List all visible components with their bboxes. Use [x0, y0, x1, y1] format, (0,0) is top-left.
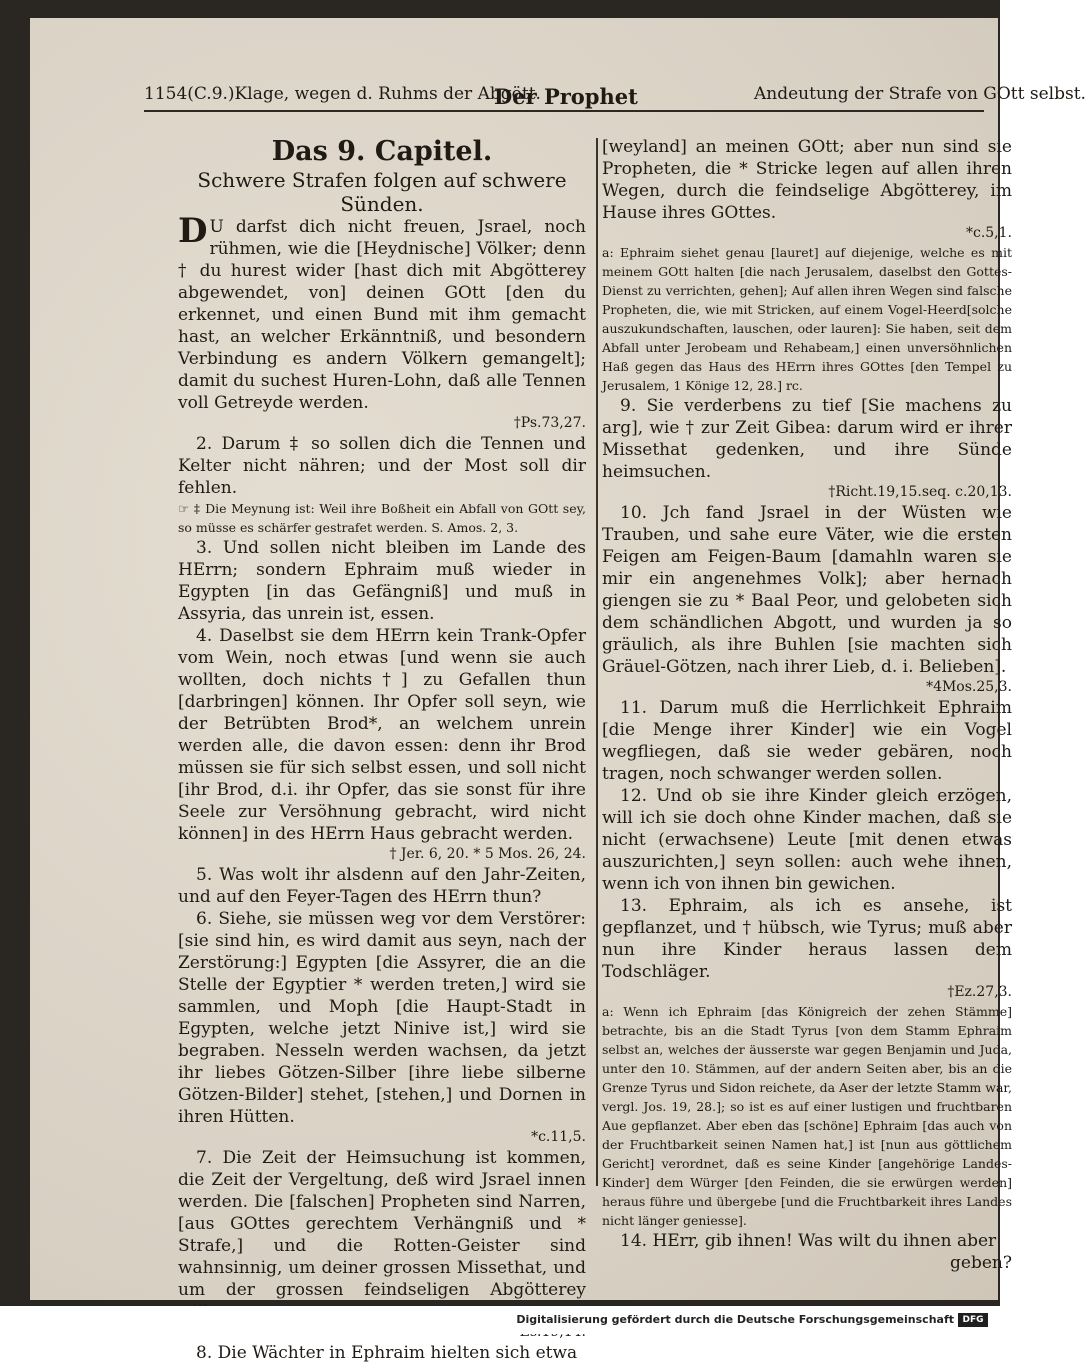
verse-9: 9. Sie verderbens zu tief [Sie machens zu arg], wie † zur Zeit Gibea: darum wird er ihrer Missethat gedenken, und ihre Sünde heimsuchen. [602, 396, 1012, 482]
dfg-logo-icon: DFG [958, 1313, 988, 1327]
running-head-center: Der Prophet [494, 84, 638, 109]
verse-4: 4. Daselbst sie dem HErrn kein Trank-Opfer vom Wein, noch etwas [und wenn sie auch wollten, doch nichts†] zu Gefallen thun [darbringen] können. Ihr Opfer soll seyn, wie der Betrübten Brod*, an welchem unrein werden alle, die davon essen: denn ihr Brod müssen sie für sich selbst essen, und soll nicht [ihr Brod, d.i. ihr Opfer, das sie sonst für ihre Seele zur Versöhnung gebracht, wird nicht können] in des HErrn Haus gebracht werden. [178, 626, 586, 844]
chapter-title: Das 9. Capitel. [271, 136, 493, 167]
header-rule [144, 110, 984, 112]
verse-4-ref: † Jer. 6, 20. * 5 Mos. 26, 24. [389, 846, 586, 862]
running-head-right: Andeutung der Strafe von GOtt selbst. [754, 84, 1086, 104]
verse-2: 2. Darum ‡ so sollen dich die Tennen und Kelter nicht nähren; und der Most soll dir fehlen. [178, 434, 586, 498]
verse-1 [178, 211, 586, 433]
verse-9-ref: †Richt.19,15.seq. c.20,13. [828, 484, 1012, 500]
verse-6-ref: *c.11,5. [531, 1129, 586, 1145]
verse-8: 8. Die Wächter in Ephraim hielten sich etwa [196, 1343, 578, 1363]
verse-7: 7. Die Zeit der Heimsuchung ist kommen, die Zeit der Vergeltung, deß wird Jsrael innen werden. Die [falschen] Propheten sind Narren, [aus GOttes gerechtem Verhängniß und * Strafe,] und die Rotten-Geister sind wahnsinnig, um deiner grossen Missethat, und um der grossen feindseligen Abgötterey [178, 1148, 586, 1300]
verse-10: 10. Jch fand Jsrael in der Wüsten wie Trauben, und sahe eure Väter, wie die ersten Feigen am Feigen-Baum [damahln waren sie mir ein angenehmes Volk]; aber hernach giengen sie zu * Baal Peor, und gelobeten sich dem schändlichen Abgott, und wurden ja so gräulich, als ihre Buhlen [sie machten sich Gräuel-Götzen, nach ihrer Lieb, d. i. Belieben]. [602, 503, 1012, 677]
verse-1-text: U darfst dich nicht freuen, Jsrael, noch rühmen, wie die [Heydnische] Völker; denn † du hurest wider [hast dich mit Abgötterey abgewendet, von] deinen GOtt [den du erkennet, und einen Bund mit ihm gemacht hast, an welcher Erkänntniß, und besondern Verbindung es andern Völkern gemangelt]; damit du suchest Huren-Lohn, daß alle Tennen voll Getreyde werden. [178, 217, 586, 413]
verse-8-note: a: Ephraim siehet genau [lauret] auf diejenige, welche es mit meinem GOtt halten [die nach Jerusalem, daselbst den Gottes-Dienst zu verrichten, gehen]; Auf allen ihren Wegen sind falsche Propheten, die, wie mit Stricken, auf einem Vogel-Heerd[solche auszukundschaften, lauschen, oder lauren]: Sie haben, seit dem Abfall unter Jerobeam und Rehabeam,] einen unversöhnlichen Haß gegen das Haus des HErrn ihres GOttes [den Tempel zu Jerusalem, 1 Könige 12, 28.] rc. [602, 245, 1012, 393]
verse-10-ref: *4Mos.25,3. [926, 679, 1012, 695]
column-divider [596, 138, 598, 1186]
drop-cap: D [178, 211, 208, 251]
footer-bar [0, 1306, 1000, 1334]
running-head-left: 1154(C.9.)Klage, wegen d. Ruhms der Abgött. [144, 84, 541, 104]
verse-2-note: ☞ ‡ Die Meynung ist: Weil ihre Boßheit ein Abfall von GOtt sey, so müsse es schärfer gestrafet werden. S. Amos. 2, 3. [178, 501, 586, 535]
verse-14: 14. HErr, gib ihnen! Was wilt du ihnen aber [620, 1231, 997, 1251]
right-column [602, 136, 1012, 1274]
verse-8-ref: *c.5,1. [965, 225, 1012, 241]
verse-11: 11. Darum muß die Herrlichkeit Ephraim [die Menge ihrer Kinder] wie ein Vogel wegfliegen, daß sie weder gebären, noch tragen, noch schwanger werden sollen. [602, 698, 1012, 784]
chapter-subtitle: Schwere Strafen folgen auf schwere Sünden. [197, 168, 567, 216]
verse-12: 12. Und ob sie ihre Kinder gleich erzögen, will ich sie doch ohne Kinder machen, daß sie nicht (erwachsene) Leute [mit denen etwas auszurichten,] seyn sollen: auch wehe ihnen, wenn ich von ihnen bin gewichen. [602, 786, 1012, 894]
verse-8-continued: [weyland] an meinen GOtt; aber nun sind sie Propheten, die * Stricke legen auf allen ihren Wegen, durch die feindselige Abgötterey, im Hause ihres GOttes. [602, 137, 1012, 223]
verse-6: 6. Siehe, sie müssen weg vor dem Verstörer: [sie sind hin, es wird damit aus seyn, nach der Zerstörung:] Egypten [die Assyrer, die an die Stelle der Egyptier * werden treten,] wird sie sammlen, und Moph [die Haupt-Stadt in Egypten, welche jetzt Ninive ist,] wird sie begraben. Nesseln werden wachsen, da jetzt ihr liebes Götzen-Silber [ihre liebe silberne Götzen-Bilder] stehet, [stehen,] und Dornen in ihren Hütten. [178, 909, 586, 1127]
verse-3: 3. Und sollen nicht bleiben im Lande des HErrn; sondern Ephraim muß wieder in Egypten [in das Gefängniß] und muß in Assyria, das unrein ist, essen. [178, 538, 586, 624]
verse-1-ref: †Ps.73,27. [513, 415, 586, 431]
verse-13: 13. Ephraim, als ich es ansehe, ist gepflanzet, und † hübsch, wie Tyrus; muß aber nun ihre Kinder heraus lassen dem Todschläger. [602, 896, 1012, 982]
catchword: geben? [950, 1253, 1012, 1273]
verse-13-note: a: Wenn ich Ephraim [das Königreich der zehen Stämme] betrachte, bis an die Stadt Tyrus [von dem Stamm Ephraim selbst an, welches der äusserste war gegen Benjamin und Juda, unter den 10. Stämmen, auf der andern Seiten aber, bis an die Grenze Tyrus und Sidon reichete, da Aser der letzte Stamm war, vergl. Jos. 19, 28.]; so ist es auf einer lustigen und fruchtbaren Aue gepflanzet. Aber eben das [schöne] Ephraim [das auch von der Fruchtbarkeit seinen Namen hat,] ist [nun aus göttlichem Gericht] verordnet, daß es seine Kinder [angehörige Landes-Kinder] dem Würger [den Feinden, die sie erwürgen werden] heraus führe und übergebe [und die Fruchtbarkeit ihres Landes nicht länger geniesse]. [602, 1004, 1012, 1228]
verse-13-ref: †Ez.27,3. [947, 984, 1012, 1000]
left-column [178, 136, 586, 1364]
verse-5: 5. Was wolt ihr alsdenn auf den Jahr-Zeiten, und auf den Feyer-Tagen des HErrn thun? [178, 865, 586, 907]
funding-notice: Digitalisierung gefördert durch die Deutsche Forschungsgemeinschaft [516, 1313, 954, 1326]
